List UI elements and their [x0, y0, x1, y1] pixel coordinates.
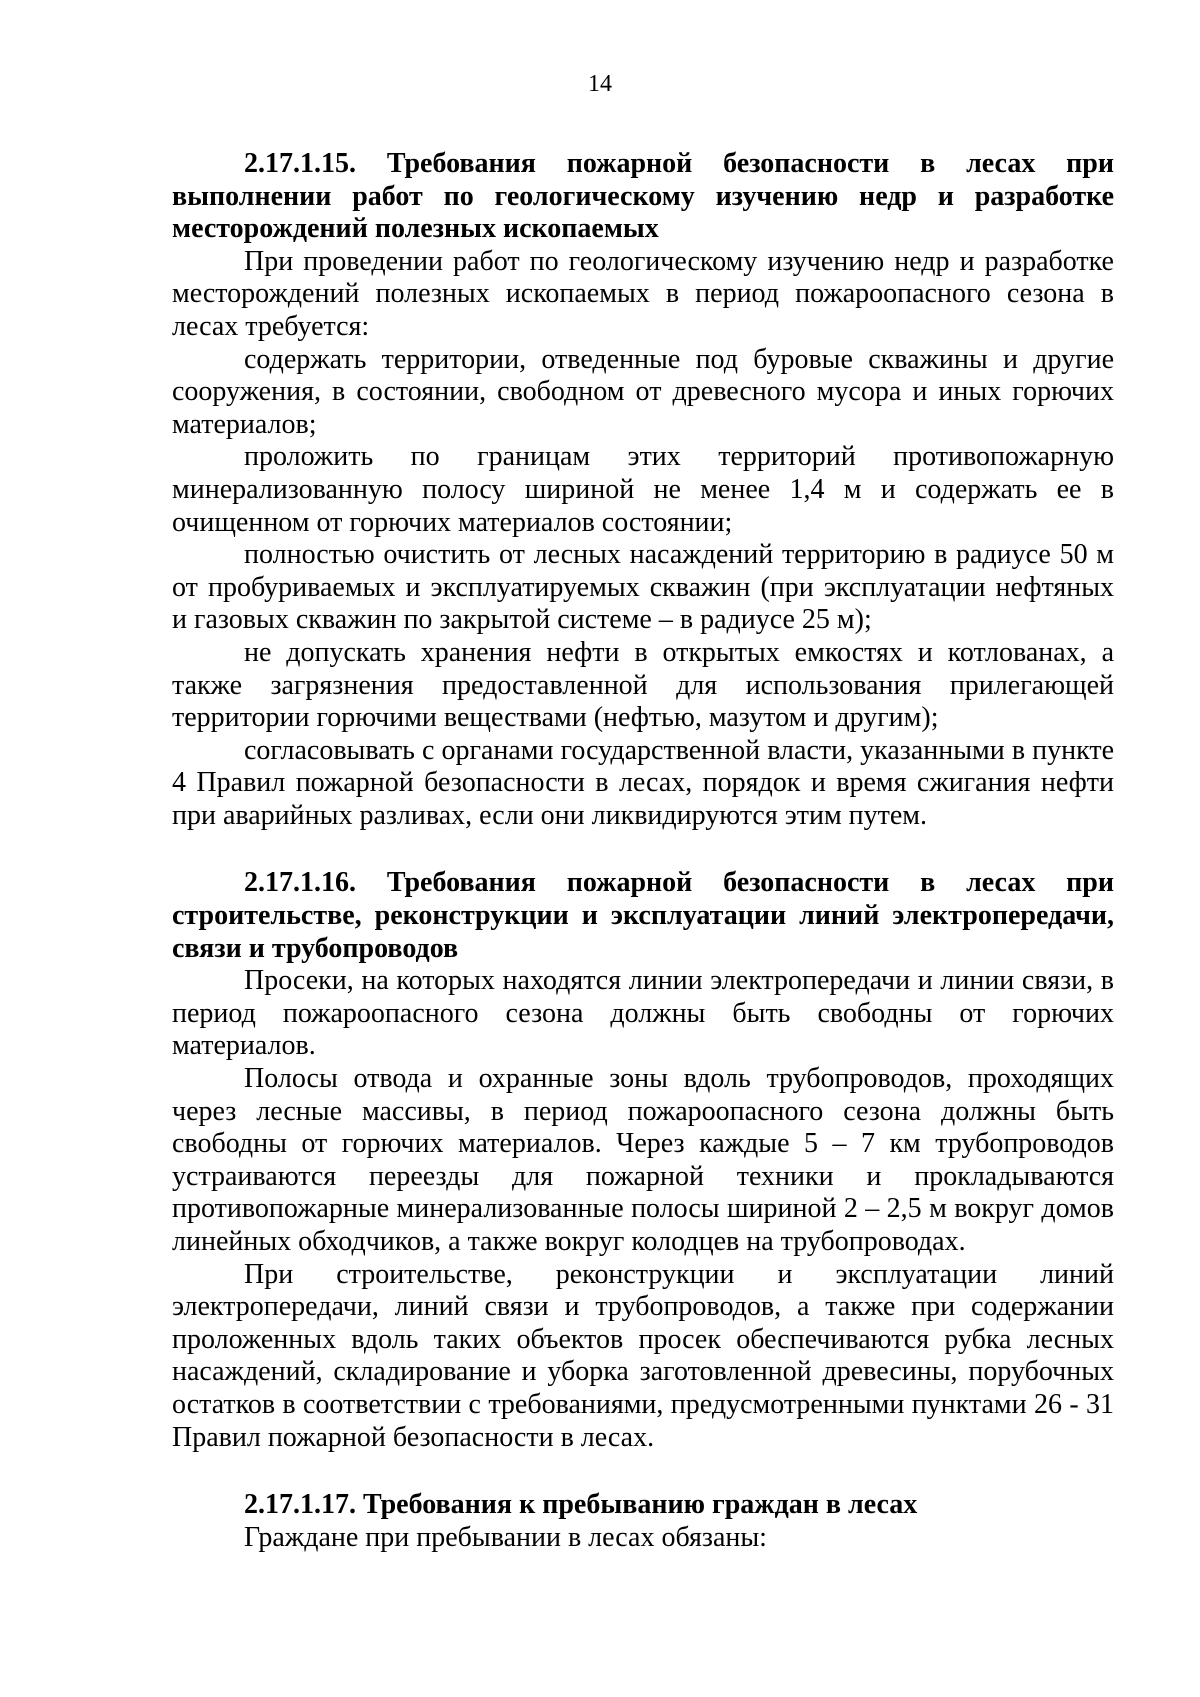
section-spacer [172, 832, 1114, 867]
paragraph: проложить по границам этих территорий противопожарную минерализованную полосу шириной не менее 1,4 м и содержать ее в очищенном от горючих материалов состоянии; [172, 441, 1114, 538]
paragraph: Граждане при пребывании в лесах обязаны: [244, 1521, 767, 1553]
paragraph: не допускать хранения нефти в открытых емкостях и котлованах, а также загрязнения предоставленной для использования прилегающей территории горючими веществами (нефтью, мазутом и другим); [172, 636, 1114, 734]
section-2-17-1-15 [172, 148, 1114, 832]
paragraph: содержать территории, отведенные под буровые скважины и другие сооружения, в состоянии, свободном от древесного мусора и иных горючих материалов; [172, 343, 1114, 440]
section-heading: 2.17.1.16. Требования пожарной безопасности в лесах при строительстве, реконструкции и эксплуатации линий электропередачи, связи и трубопроводов [172, 867, 1114, 964]
page-content [172, 148, 1114, 1554]
paragraph: согласовывать с органами государственной власти, указанными в пункте 4 Правил пожарной безопасности в лесах, порядок и время сжигания нефти при аварийных разливах, если они ликвидируются этим путем. [172, 734, 1114, 831]
section-2-17-1-16 [172, 867, 1114, 1454]
section-heading: 2.17.1.17. Требования к пребыванию граждан в лесах [244, 1489, 918, 1521]
page-number: 14 [588, 71, 612, 97]
paragraph: При строительстве, реконструкции и эксплуатации линий электропередачи, линий связи и трубопроводов, а также при содержании проложенных вдоль таких объектов просек обеспечиваются рубка лесных насаждений, складирование и уборка заготовленной древесины, порубочных остатков в соответствии с требованиями, предусмотренными пунктами 26 - 31 Правил пожарной безопасности в лесах. [172, 1258, 1114, 1453]
paragraph: Полосы отвода и охранные зоны вдоль трубопроводов, проходящих через лесные массивы, в период пожароопасного сезона должны быть свободны от горючих материалов. Через каждые 5 – 7 км трубопроводов устраиваются переезды для пожарной техники и прокладываются противопожарные минерализованные полосы шириной 2 – 2,5 м вокруг домов линейных обходчиков, а также вокруг колодцев на трубопроводах. [172, 1063, 1114, 1257]
section-spacer [172, 1454, 1114, 1489]
section-heading: 2.17.1.15. Требования пожарной безопасности в лесах при выполнении работ по геологическому изучению недр и разработке месторождений полезных ископаемых [172, 148, 1114, 245]
paragraph: полностью очистить от лесных насаждений территорию в радиусе 50 м от пробуриваемых и эксплуатируемых скважин (при эксплуатации нефтяных и газовых скважин по закрытой системе – в радиусе 25 м); [172, 539, 1114, 636]
paragraph: При проведении работ по геологическому изучению недр и разработке месторождений полезных ископаемых в период пожароопасного сезона в лесах требуется: [172, 245, 1114, 342]
paragraph: Просеки, на которых находятся линии электропередачи и линии связи, в период пожароопасного сезона должны быть свободны от горючих материалов. [172, 965, 1114, 1062]
section-2-17-1-17 [172, 1489, 1114, 1554]
